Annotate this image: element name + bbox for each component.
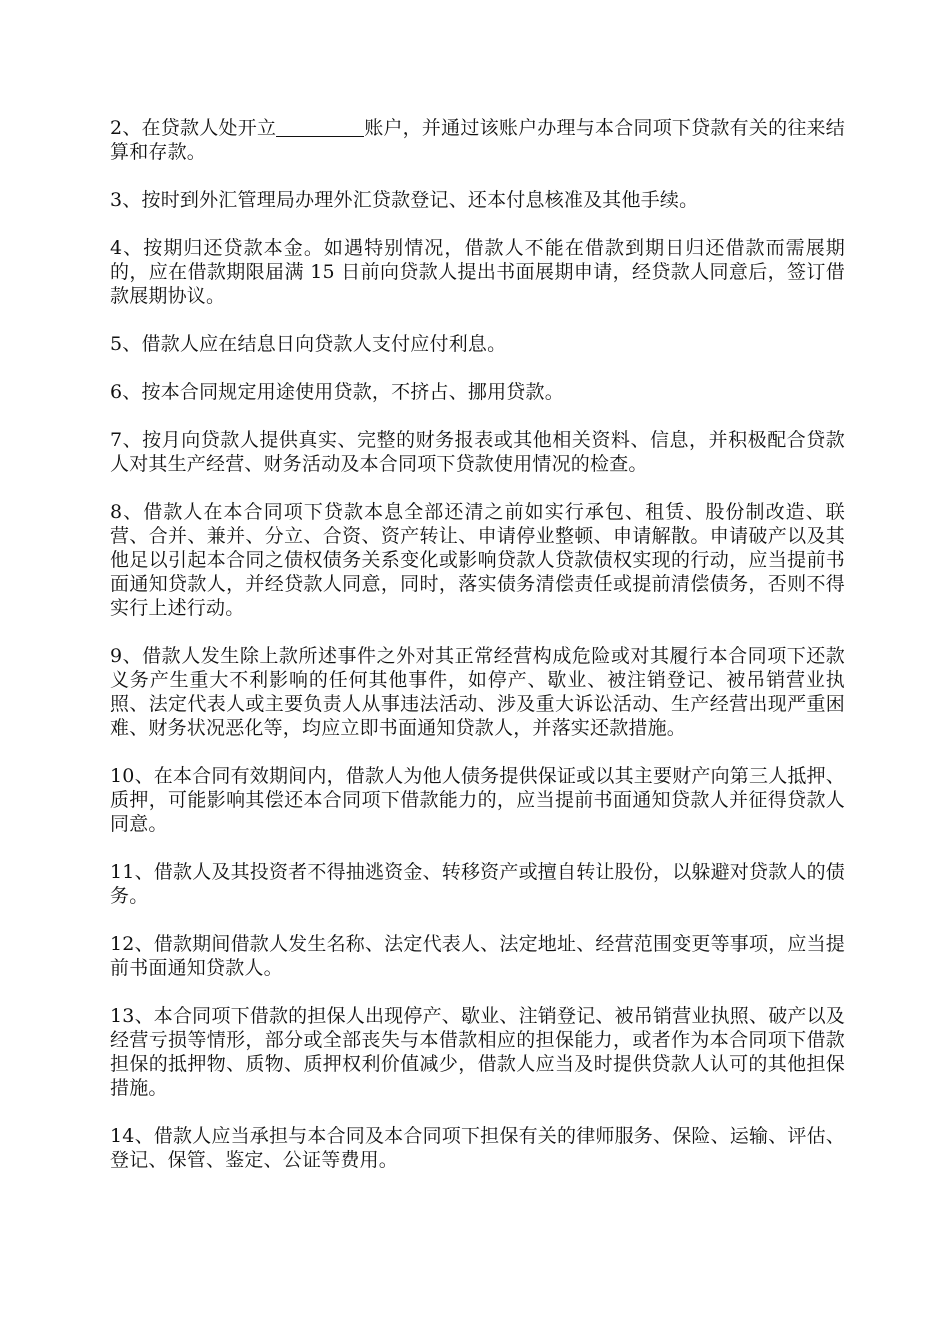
account-blank-line [276,118,364,137]
document-body [110,116,845,1196]
clause-7: 7、按月向贷款人提供真实、完整的财务报表或其他相关资料、信息，并积极配合贷款人对其生产经营、财务活动及本合同项下贷款使用情况的检查。 [110,429,845,475]
clause-10: 10、在本合同有效期间内，借款人为他人债务提供保证或以其主要财产向第三人抵押、质押，可能影响其偿还本合同项下借款能力的，应当提前书面通知贷款人并征得贷款人同意。 [110,765,845,835]
clause-2 [110,116,845,164]
clause-5: 5、借款人应在结息日向贷款人支付应付利息。 [110,333,507,355]
clause-12: 12、借款期间借款人发生名称、法定代表人、法定地址、经营范围变更等事项，应当提前书面通知贷款人。 [110,933,845,979]
clause-3: 3、按时到外汇管理局办理外汇贷款登记、还本付息核准及其他手续。 [110,189,699,211]
clause-2-after: 账户，并通过该账户办理与本合同项下贷款有关的往来结算和存款。 [110,117,845,163]
clause-9: 9、借款人发生除上款所述事件之外对其正常经营构成危险或对其履行本合同项下还款义务产生重大不利影响的任何其他事件，如停产、歇业、被注销登记、被吊销营业执照、法定代表人或主要负责人从事违法活动、涉及重大诉讼活动、生产经营出现严重困难、财务状况恶化等，均应立即书面通知贷款人，并落实还款措施。 [110,645,845,739]
clause-14: 14、借款人应当承担与本合同及本合同项下担保有关的律师服务、保险、运输、评估、登记、保管、鉴定、公证等费用。 [110,1125,845,1171]
clause-8: 8、借款人在本合同项下贷款本息全部还清之前如实行承包、租赁、股份制改造、联营、合并、兼并、分立、合资、资产转让、申请停业整顿、申请解散。申请破产以及其他足以引起本合同之债权债务关系变化或影响贷款人贷款债权实现的行动，应当提前书面通知贷款人，并经贷款人同意，同时，落实债务清偿责任或提前清偿债务，否则不得实行上述行动。 [110,501,845,619]
clause-11: 11、借款人及其投资者不得抽逃资金、转移资产或擅自转让股份，以躲避对贷款人的债务。 [110,861,845,907]
clause-4: 4、按期归还贷款本金。如遇特别情况，借款人不能在借款到期日归还借款而需展期的，应在借款期限届满 15 日前向贷款人提出书面展期申请，经贷款人同意后，签订借款展期协议。 [110,237,845,307]
clause-2-before: 2、在贷款人处开立 [110,117,277,139]
clause-13: 13、本合同项下借款的担保人出现停产、歇业、注销登记、被吊销营业执照、破产以及经营亏损等情形，部分或全部丧失与本借款相应的担保能力，或者作为本合同项下借款担保的抵押物、质物、质押权利价值减少，借款人应当及时提供贷款人认可的其他担保措施。 [110,1005,845,1099]
clause-6: 6、按本合同规定用途使用贷款，不挤占、挪用贷款。 [110,381,564,403]
